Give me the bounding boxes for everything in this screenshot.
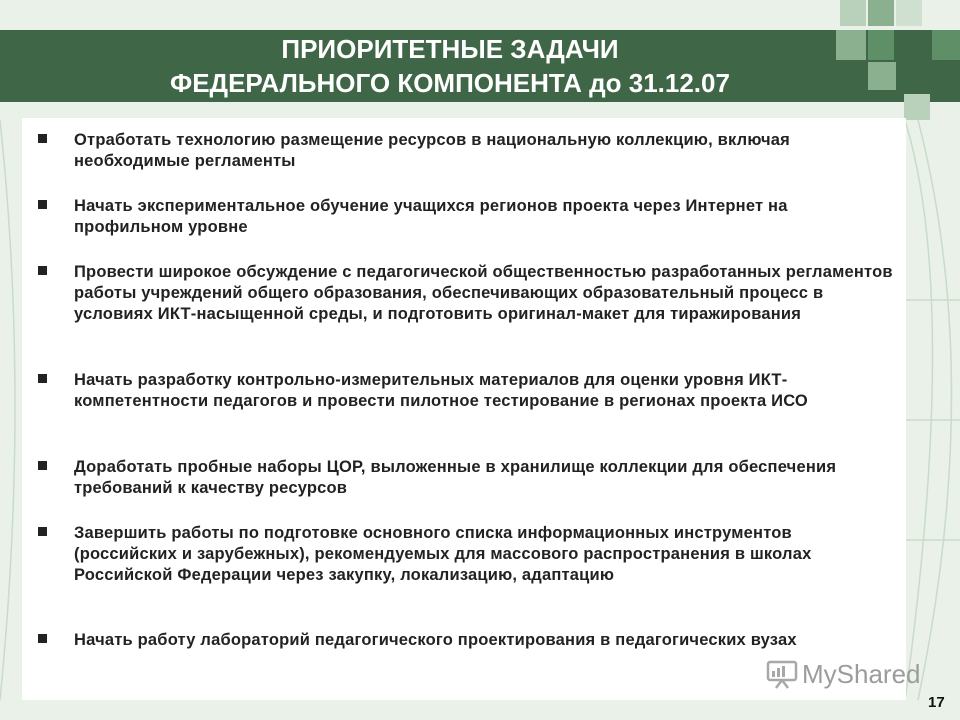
task-text: Начать разработку контрольно-измерительных материалов для оценки уровня ИКТ-компетентности педагогов и провести пилотное тестирование в регионах проекта ИСО	[74, 371, 808, 410]
content-panel	[22, 118, 906, 700]
decor-square	[868, 0, 894, 26]
bullet-icon	[38, 266, 47, 275]
bullet-icon	[38, 461, 47, 470]
presentation-board-icon	[766, 659, 798, 689]
bullet-icon	[38, 200, 47, 209]
decor-square	[896, 0, 922, 26]
page-number: 17	[928, 694, 945, 711]
decor-square	[904, 94, 930, 120]
decor-square	[840, 0, 866, 26]
task-text: Доработать пробные наборы ЦОР, выложенные в хранилище коллекции для обеспечения требований к качеству ресурсов	[74, 458, 837, 497]
title-line-2: ФЕДЕРАЛЬНОГО КОМПОНЕНТА до 31.12.07	[170, 68, 730, 98]
watermark-text: MyShared	[802, 658, 921, 689]
watermark	[766, 656, 921, 692]
bullet-icon	[38, 527, 47, 536]
task-text: Начать экспериментальное обучение учащихся регионов проекта через Интернет на профильном уровне	[74, 197, 788, 236]
bullet-icon	[38, 634, 47, 643]
bullet-icon	[38, 134, 47, 143]
title-line-1: ПРИОРИТЕТНЫЕ ЗАДАЧИ	[281, 34, 619, 64]
task-text: Отработать технологию размещение ресурсов в национальную коллекцию, включая необходимые регламенты	[74, 131, 790, 170]
slide-title	[0, 30, 900, 102]
decor-square	[932, 30, 960, 60]
task-text: Начать работу лабораторий педагогического проектирования в педагогических вузах	[74, 631, 797, 649]
bullet-icon	[38, 374, 47, 383]
task-text: Завершить работы по подготовке основного списка информационных инструментов (российских и зарубежных), рекомендуемых для массового распространения в школах Российской Федерации через закупку, локализацию, адаптацию	[74, 524, 812, 584]
task-text: Провести широкое обсуждение с педагогической общественностью разработанных регламентов работы учреждений общего образования, обеспечивающих образовательный процесс в условиях ИКТ-насыщенной среды, и подготовить оригинал-макет для тиражирования	[74, 263, 893, 323]
